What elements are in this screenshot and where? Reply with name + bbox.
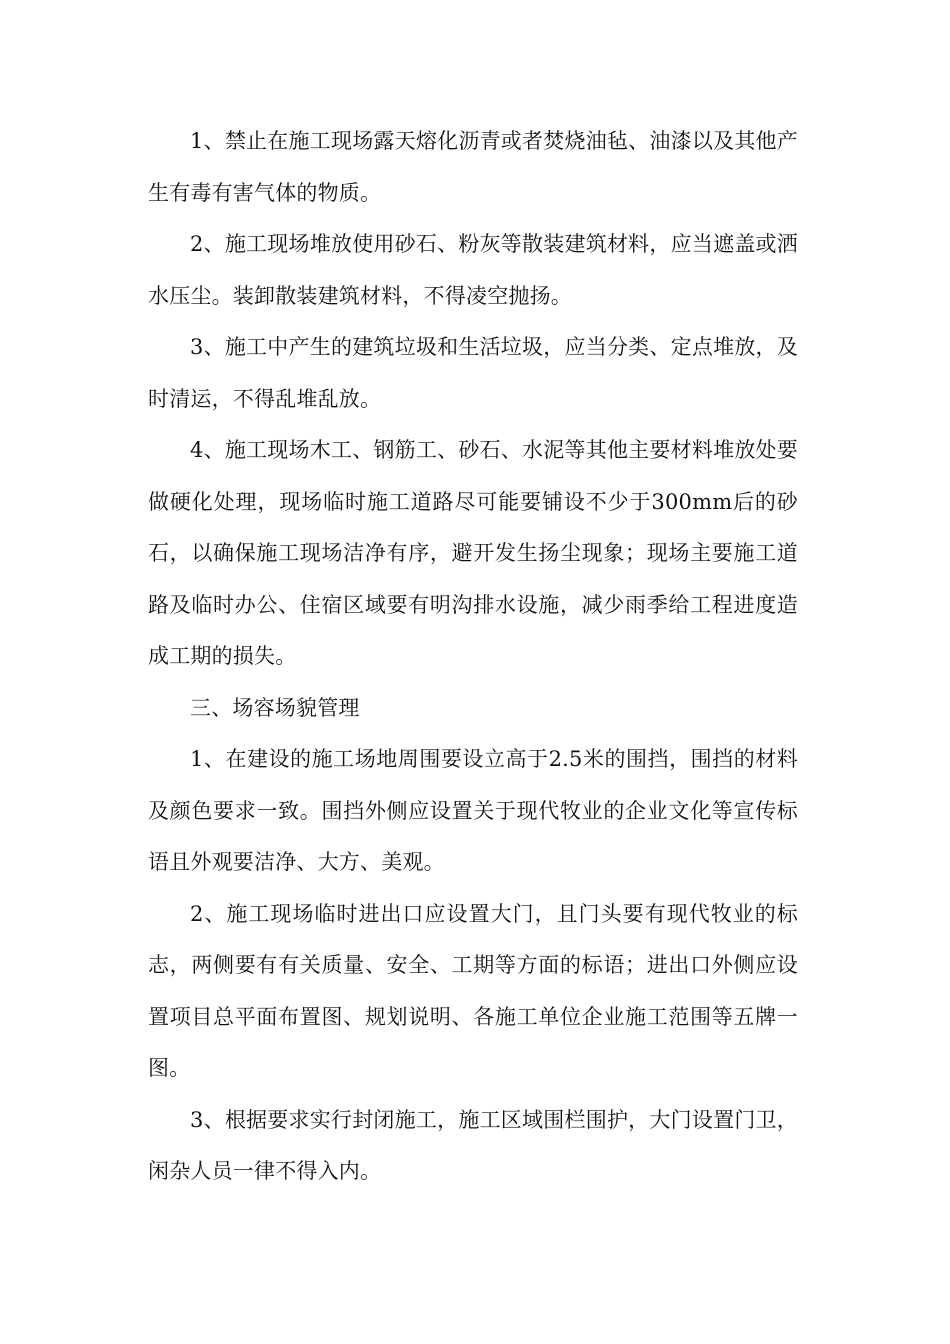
document-body: [148, 116, 798, 1198]
paragraph-item-1-asphalt-ban: 1、禁止在施工现场露天熔化沥青或者焚烧油毡、油漆以及其他产生有毒有害气体的物质。: [148, 129, 798, 205]
paragraph-item-1-enclosure: 1、在建设的施工场地周围要设立高于2.5米的围挡，围挡的材料及颜色要求一致。围挡外侧应设置关于现代牧业的企业文化等宣传标语且外观要洁净、大方、美观。: [148, 747, 798, 874]
paragraph-item-3-waste-handling: 3、施工中产生的建筑垃圾和生活垃圾，应当分类、定点堆放，及时清运，不得乱堆乱放。: [148, 335, 798, 411]
paragraph-item-3-closed-construction: 3、根据要求实行封闭施工，施工区域围栏围护，大门设置门卫，闲杂人员一律不得入内。: [148, 1107, 798, 1183]
paragraph-item-2-bulk-materials: 2、施工现场堆放使用砂石、粉灰等散装建筑材料，应当遮盖或洒水压尘。装卸散装建筑材料，不得凌空抛扬。: [148, 232, 798, 308]
section-heading-site-appearance: 三、场容场貌管理: [190, 695, 360, 720]
paragraph-item-2-entrance-gate: 2、施工现场临时进出口应设置大门，且门头要有现代牧业的标志，两侧要有有关质量、安全、工期等方面的标语；进出口外侧应设置项目总平面布置图、规划说明、各施工单位企业施工范围等五牌一图。: [148, 901, 798, 1080]
paragraph-item-4-site-hardening: 4、施工现场木工、钢筋工、砂石、水泥等其他主要材料堆放处要做硬化处理，现场临时施工道路尽可能要铺设不少于300mm后的砂石，以确保施工现场洁净有序，避开发生扬尘现象；现场主要施工道路及临时办公、住宿区域要有明沟排水设施，减少雨季给工程进度造成工期的损失。: [148, 438, 798, 668]
